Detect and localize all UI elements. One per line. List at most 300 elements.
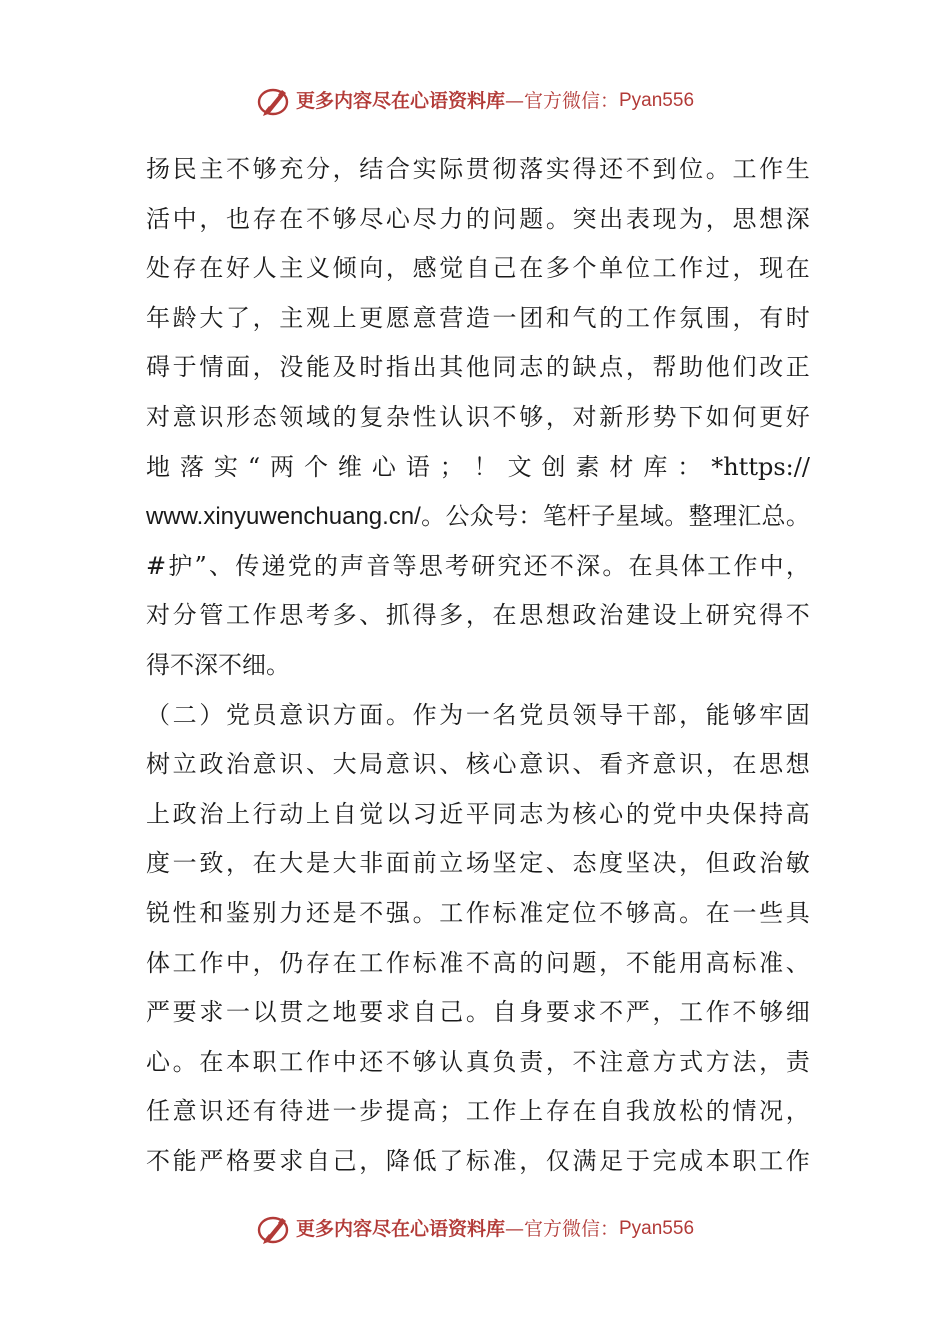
text-glyph: 不: [359, 898, 384, 927]
text-glyph: 更: [359, 303, 384, 332]
text-glyph: 造: [465, 303, 490, 332]
text-glyph: ；: [439, 452, 464, 481]
text-glyph: ，: [252, 948, 277, 977]
text-glyph: 看: [599, 750, 624, 779]
text-glyph: 对: [146, 601, 170, 630]
text-glyph: 认: [439, 1047, 464, 1076]
text-glyph: ，: [679, 849, 704, 878]
text-glyph: 意: [625, 1047, 650, 1076]
text-glyph: 、: [439, 750, 464, 779]
text-glyph: 不: [599, 998, 624, 1027]
text-glyph: 于: [625, 1146, 650, 1175]
text-glyph: 得: [572, 155, 597, 183]
text-glyph: 结: [359, 155, 384, 183]
text-glyph: 不: [599, 898, 624, 927]
text-glyph: ，: [652, 998, 677, 1027]
text-glyph: 己: [492, 254, 517, 283]
text-glyph: 员: [545, 700, 570, 729]
text-glyph: 何: [732, 402, 757, 431]
text-glyph: 工: [732, 155, 757, 183]
text-glyph: 政: [572, 601, 597, 630]
document-body: [146, 145, 810, 1186]
text-glyph: 意: [412, 303, 437, 332]
text-glyph: 思: [418, 551, 443, 580]
text-glyph: 作: [652, 303, 677, 332]
text-glyph: 地: [332, 998, 357, 1027]
text-glyph: 力: [279, 898, 304, 927]
text-glyph: 成: [679, 1146, 704, 1175]
text-glyph: 形: [225, 402, 250, 431]
text-glyph: 求: [385, 998, 410, 1027]
text-glyph: 点: [599, 353, 624, 382]
text-glyph: 抓: [385, 601, 410, 630]
text-glyph: 要: [359, 998, 384, 1027]
text-glyph: 高: [412, 1097, 437, 1126]
text-glyph: 设: [652, 601, 677, 630]
text-glyph: 近: [439, 799, 464, 828]
text-glyph: 能: [705, 700, 730, 729]
text-glyph: 深: [576, 551, 601, 580]
text-glyph: 的: [599, 303, 624, 332]
text-glyph: 愿: [385, 303, 410, 332]
text-glyph: 部: [652, 700, 677, 729]
text-glyph: ，: [252, 303, 277, 332]
text-glyph: 民: [172, 155, 197, 183]
text-glyph: 不: [732, 998, 757, 1027]
text-glyph: 多: [439, 601, 464, 630]
text-glyph: 域: [639, 503, 664, 531]
text-glyph: 题: [572, 948, 597, 977]
text-glyph: 地: [146, 452, 170, 481]
text-glyph: 不: [225, 155, 250, 183]
text-glyph: 上: [146, 799, 170, 828]
text-glyph: 大: [279, 849, 304, 878]
text-glyph: 能: [305, 353, 330, 382]
text-glyph: 时: [785, 303, 810, 332]
text-glyph: 意: [385, 750, 410, 779]
text-glyph: 有: [759, 303, 784, 332]
text-glyph: 大: [332, 750, 357, 779]
text-glyph: 具: [654, 551, 679, 580]
text-glyph: 作: [705, 998, 730, 1027]
text-glyph: 助: [679, 353, 704, 382]
text-glyph: 己: [439, 998, 464, 1027]
text-glyph: 合: [385, 155, 410, 183]
text-glyph: ：: [518, 503, 543, 531]
text-glyph: ”: [194, 551, 207, 580]
text-glyph: 贯: [279, 998, 304, 1027]
text-glyph: 党: [519, 700, 544, 729]
text-glyph: ，: [359, 1146, 384, 1175]
text-glyph: 党: [225, 700, 250, 729]
text-glyph: 想: [785, 750, 810, 779]
text-glyph: 有: [252, 1097, 277, 1126]
text-glyph: 建: [625, 601, 650, 630]
text-glyph: 杂: [385, 402, 410, 431]
text-glyph: 局: [359, 750, 384, 779]
text-glyph: 自: [412, 998, 437, 1027]
text-glyph: 场: [465, 849, 490, 878]
text-glyph: 齐: [625, 750, 650, 779]
text-glyph: 了: [439, 1146, 464, 1175]
text-glyph: 的: [332, 402, 357, 431]
text-glyph: 真: [465, 1047, 490, 1076]
text-glyph: #: [146, 551, 167, 580]
text-glyph: 法: [732, 1047, 757, 1076]
text-glyph: 固: [785, 700, 810, 729]
text-glyph: 求: [572, 998, 597, 1027]
text-glyph: 汇: [737, 503, 762, 531]
text-glyph: 过: [705, 254, 730, 283]
text-line: [146, 889, 810, 939]
text-glyph: 实: [213, 452, 238, 481]
text-glyph: 工: [465, 1097, 490, 1126]
text-glyph: 意: [172, 1097, 197, 1126]
text-glyph: ，: [732, 254, 757, 283]
text-glyph: 具: [785, 898, 810, 927]
text-glyph: 存: [305, 948, 330, 977]
text-glyph: 求: [279, 1146, 304, 1175]
text-glyph: 指: [385, 353, 410, 382]
text-glyph: 存: [172, 254, 197, 283]
text-glyph: 心: [371, 452, 396, 481]
text-glyph: www.xinyuwenchuang.cn/: [146, 503, 421, 531]
text-glyph: ，: [625, 353, 650, 382]
text-glyph: 在: [492, 601, 517, 630]
text-glyph: 够: [519, 402, 544, 431]
text-glyph: 、: [209, 551, 234, 580]
text-glyph: 不: [492, 402, 517, 431]
text-glyph: 够: [412, 1047, 437, 1076]
text-glyph: ，: [785, 1097, 810, 1126]
text-glyph: 对: [146, 402, 170, 431]
text-line: [146, 145, 810, 195]
text-glyph: 时: [359, 353, 384, 382]
text-glyph: 定: [519, 849, 544, 878]
text-glyph: 中: [679, 799, 704, 828]
text-glyph: 主: [279, 303, 304, 332]
text-glyph: 不: [572, 1047, 597, 1076]
text-glyph: 足: [599, 1146, 624, 1175]
text-glyph: 思: [759, 750, 784, 779]
text-glyph: 及: [332, 353, 357, 382]
text-glyph: 子: [591, 503, 616, 531]
banner-dash: —: [504, 90, 524, 112]
text-glyph: ，: [545, 1047, 570, 1076]
text-glyph: 是: [305, 849, 330, 878]
text-glyph: 不: [785, 601, 810, 630]
text-glyph: 文: [507, 452, 532, 481]
text-glyph: 整: [688, 503, 713, 531]
text-glyph: 非: [359, 849, 384, 878]
text-glyph: 标: [412, 948, 437, 977]
text-glyph: ，: [705, 750, 730, 779]
text-glyph: 降: [385, 1146, 410, 1175]
text-glyph: 中: [225, 948, 250, 977]
text-glyph: 上: [679, 601, 704, 630]
text-glyph: 习: [412, 799, 437, 828]
text-glyph: 立: [172, 750, 197, 779]
text-glyph: 步: [359, 1097, 384, 1126]
text-glyph: 自: [332, 799, 357, 828]
text-glyph: 进: [305, 1097, 330, 1126]
text-glyph: 不: [305, 204, 330, 233]
text-glyph: 负: [492, 1047, 517, 1076]
text-glyph: 一: [732, 898, 757, 927]
text-glyph: 识: [465, 402, 490, 431]
text-line: [146, 1137, 810, 1187]
text-glyph: 情: [732, 1097, 757, 1126]
text-glyph: 管: [199, 601, 224, 630]
text-glyph: 问: [492, 204, 517, 233]
text-glyph: 觉: [359, 799, 384, 828]
text-glyph: ，: [759, 1047, 784, 1076]
text-glyph: 大: [199, 303, 224, 332]
text-glyph: 主: [279, 254, 304, 283]
text-glyph: 党: [652, 799, 677, 828]
text-glyph: 还: [599, 155, 624, 183]
text-glyph: 其: [439, 353, 464, 382]
text-glyph: 在: [785, 254, 810, 283]
text-glyph: 。: [602, 551, 627, 580]
text-line: [146, 542, 810, 592]
text-glyph: 护: [168, 551, 193, 580]
text-glyph: 工: [759, 1146, 784, 1175]
text-glyph: 还: [305, 898, 330, 927]
text-glyph: 彻: [492, 155, 517, 183]
text-glyph: 志: [519, 353, 544, 382]
text-glyph: 准: [519, 898, 544, 927]
text-glyph: 观: [305, 303, 330, 332]
text-glyph: 高: [652, 898, 677, 927]
text-glyph: 以: [252, 998, 277, 1027]
text-glyph: 个: [303, 452, 328, 481]
text-glyph: 上: [225, 799, 250, 828]
text-glyph: 面: [385, 849, 410, 878]
text-glyph: 上: [519, 1097, 544, 1126]
text-glyph: 人: [252, 254, 277, 283]
text-glyph: 没: [279, 353, 304, 382]
text-glyph: 立: [439, 849, 464, 878]
text-glyph: 公: [445, 503, 470, 531]
text-glyph: 也: [225, 204, 250, 233]
text-glyph: 志: [519, 799, 544, 828]
text-glyph: 深: [785, 204, 810, 233]
text-glyph: 坚: [625, 849, 650, 878]
text-glyph: 核: [572, 799, 597, 828]
text-glyph: 实: [412, 155, 437, 183]
text-glyph: 治: [759, 849, 784, 878]
text-glyph: 生: [785, 155, 810, 183]
text-glyph: 库: [643, 452, 668, 481]
text-glyph: 认: [439, 402, 464, 431]
text-glyph: 、: [785, 948, 810, 977]
text-glyph: 于: [172, 353, 197, 382]
text-glyph: 平: [465, 799, 490, 828]
text-glyph: 、: [545, 849, 570, 878]
text-glyph: 面: [225, 353, 250, 382]
text-glyph: 求: [199, 998, 224, 1027]
text-glyph: 、: [305, 750, 330, 779]
text-glyph: 究: [732, 601, 757, 630]
text-glyph: 要: [252, 1146, 277, 1175]
text-glyph: 现: [759, 254, 784, 283]
text-glyph: 尽: [359, 204, 384, 233]
banner-wechat-id: Pyan556: [619, 90, 695, 111]
text-glyph: 的: [625, 799, 650, 828]
text-glyph: 意: [252, 750, 277, 779]
text-glyph: 贯: [465, 155, 490, 183]
text-glyph: 出: [412, 353, 437, 382]
text-glyph: 注: [599, 1047, 624, 1076]
text-glyph: 势: [652, 402, 677, 431]
text-glyph: 能: [172, 1146, 197, 1175]
text-glyph: 作: [385, 948, 410, 977]
text-glyph: 工: [359, 948, 384, 977]
text-glyph: 问: [545, 948, 570, 977]
text-glyph: 导: [599, 700, 624, 729]
text-glyph: 用: [679, 948, 704, 977]
text-glyph: 帮: [652, 353, 677, 382]
text-glyph: 在: [628, 551, 653, 580]
text-glyph: 上: [332, 303, 357, 332]
text-glyph: 研: [471, 551, 496, 580]
text-glyph: 两: [270, 452, 295, 481]
header-banner: [0, 84, 950, 118]
text-glyph: 气: [572, 303, 597, 332]
text-glyph: 作: [305, 1047, 330, 1076]
text-glyph: ：: [677, 452, 702, 481]
text-glyph: 在: [252, 849, 277, 878]
text-glyph: 度: [599, 849, 624, 878]
text-glyph: ，: [332, 155, 357, 183]
text-glyph: 提: [385, 1097, 410, 1126]
text-glyph: 身: [519, 998, 544, 1027]
text-glyph: 位: [625, 254, 650, 283]
text-glyph: 考: [305, 601, 330, 630]
text-glyph: 以: [385, 799, 410, 828]
text-glyph: 。: [705, 155, 730, 183]
text-glyph: 好: [785, 402, 810, 431]
text-glyph: 名: [492, 700, 517, 729]
text-line: [146, 443, 810, 493]
text-glyph: 松: [679, 1097, 704, 1126]
text-glyph: 。: [664, 503, 689, 531]
text-glyph: 牢: [759, 700, 784, 729]
text-glyph: 够: [625, 898, 650, 927]
text-glyph: 正: [785, 353, 810, 382]
text-glyph: ！: [473, 452, 498, 481]
text-glyph: 动: [279, 799, 304, 828]
text-line: [146, 195, 810, 245]
text-glyph: 识: [679, 750, 704, 779]
text-glyph: 政: [172, 799, 197, 828]
text-glyph: 一: [172, 849, 197, 878]
pen-nib-logo-icon: [256, 84, 292, 118]
text-glyph: 严: [625, 998, 650, 1027]
text-glyph: 存: [545, 1097, 570, 1126]
text-glyph: 情: [199, 353, 224, 382]
text-glyph: 但: [705, 849, 730, 878]
text-glyph: 缺: [572, 353, 597, 382]
text-glyph: 。: [385, 700, 410, 729]
text-glyph: 责: [519, 1047, 544, 1076]
text-glyph: ，: [785, 551, 810, 580]
text-glyph: 致: [199, 849, 224, 878]
text-glyph: 不: [549, 551, 574, 580]
text-glyph: 碍: [146, 353, 170, 382]
text-glyph: 位: [679, 155, 704, 183]
text-glyph: 识: [279, 750, 304, 779]
text-glyph: 心: [599, 799, 624, 828]
text-glyph: 党: [287, 551, 312, 580]
text-glyph: 标: [732, 948, 757, 977]
text-glyph: 传: [235, 551, 260, 580]
text-glyph: ，: [225, 849, 250, 878]
text-glyph: 思: [519, 601, 544, 630]
text-glyph: ，: [519, 1146, 544, 1175]
text-glyph: 落: [179, 452, 204, 481]
text-glyph: 得: [759, 601, 784, 630]
text-glyph: 自: [492, 998, 517, 1027]
banner-sub-text: 官方微信：: [523, 1218, 619, 1240]
text-glyph: 高: [492, 948, 517, 977]
text-glyph: 活: [146, 204, 170, 233]
text-glyph: 识: [545, 750, 570, 779]
text-glyph: 的: [313, 551, 338, 580]
text-glyph: 得: [412, 601, 437, 630]
text-glyph: 准: [439, 948, 464, 977]
text-glyph: 不: [146, 1146, 170, 1175]
text-glyph: 还: [359, 1047, 384, 1076]
text-glyph: 本: [225, 1047, 250, 1076]
pen-nib-logo-icon: [256, 1212, 292, 1246]
text-glyph: 作: [733, 551, 758, 580]
text-glyph: 些: [759, 898, 784, 927]
text-glyph: 是: [332, 898, 357, 927]
text-glyph: 。: [465, 998, 490, 1027]
banner-main-text: 更多内容尽在心语资料库: [295, 90, 505, 112]
text-glyph: 研: [705, 601, 730, 630]
text-glyph: 的: [705, 1097, 730, 1126]
text-glyph: 在: [705, 898, 730, 927]
text-glyph: 锐: [146, 898, 170, 927]
text-glyph: 树: [146, 750, 170, 779]
text-glyph: 创: [541, 452, 566, 481]
text-glyph: 还: [225, 1097, 250, 1126]
text-glyph: 识: [305, 700, 330, 729]
text-glyph: 分: [305, 155, 330, 183]
text-glyph: 自: [599, 1097, 624, 1126]
text-glyph: 不: [385, 1047, 410, 1076]
text-glyph: 方: [652, 1047, 677, 1076]
text-glyph: 标: [465, 1146, 490, 1175]
text-glyph: 作: [252, 601, 277, 630]
text-glyph: 在: [732, 750, 757, 779]
text-glyph: 在: [279, 204, 304, 233]
text-glyph: 素: [575, 452, 600, 481]
text-glyph: 了: [225, 303, 250, 332]
text-glyph: 作: [465, 898, 490, 927]
text-glyph: 表: [625, 204, 650, 233]
text-glyph: 严: [199, 1146, 224, 1175]
text-glyph: 一: [332, 1097, 357, 1126]
text-glyph: 定: [545, 898, 570, 927]
text-glyph: 坚: [492, 849, 517, 878]
text-glyph: 工: [439, 898, 464, 927]
text-glyph: 年: [146, 303, 170, 332]
text-glyph: ）: [199, 700, 224, 729]
